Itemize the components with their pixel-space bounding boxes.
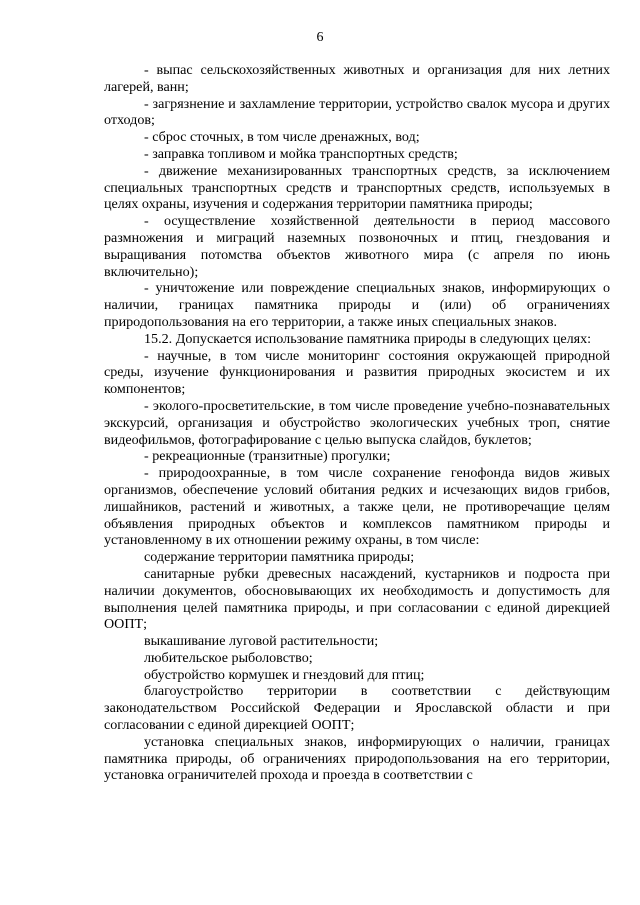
document-body (104, 62, 610, 784)
paragraph: - осуществление хозяйственной деятельности в период массового размножения и миграций наземных позвоночных и птиц, гнездования и выращивания потомства объектов животного мира (с апреля по июнь включительно); (104, 213, 610, 280)
paragraph: - загрязнение и захламление территории, устройство свалок мусора и других отходов; (104, 95, 610, 129)
paragraph: установка специальных знаков, информирующих о наличии, границах памятника природы, об ограничениях природопользования на его территории, установка ограничителей прохода и проезда в соответствии с (104, 733, 610, 784)
paragraph: - выпас сельскохозяйственных животных и организация для них летних лагерей, ванн; (104, 62, 610, 95)
paragraph: - движение механизированных транспортных средств, за исключением специальных транспортных средств и транспортных средств, используемых в целях охраны, изучения и содержания территории памятника природы; (104, 162, 610, 213)
paragraph: - рекреационные (транзитные) прогулки; (144, 448, 391, 465)
paragraph: - заправка топливом и мойка транспортных средств; (144, 145, 458, 162)
paragraph: - природоохранные, в том числе сохранение генофонда видов живых организмов, обеспечение условий обитания редких и исчезающих видов грибов, лишайников, растений и животных, а также цели, не противоречащие целям объявления природных объектов и комплексов памятником природы и установленному в их отношении режиму охраны, в том числе: (104, 465, 610, 549)
paragraph: содержание территории памятника природы; (144, 549, 415, 566)
paragraph: санитарные рубки древесных насаждений, кустарников и подроста при наличии документов, обосновывающих их необходимость и допустимость для выполнения целей памятника природы, и при согласовании с единой дирекцией ООПТ; (104, 565, 610, 633)
paragraph: - эколого-просветительские, в том числе проведение учебно-познавательных экскурсий, организация и обустройство экологических учебных троп, снятие видеофильмов, фотографирование с целью выпуска слайдов, буклетов; (104, 397, 610, 448)
paragraph: - научные, в том числе мониторинг состояния окружающей природной среды, изучение функционирования и развития природных экосистем и их компонентов; (104, 347, 610, 398)
paragraph: выкашивание луговой растительности; (144, 633, 379, 650)
paragraph: любительское рыболовство; (144, 649, 313, 666)
paragraph: обустройство кормушек и гнездовий для птиц; (144, 666, 425, 683)
page-number: 6 (316, 30, 324, 45)
paragraph: - сброс сточных, в том числе дренажных, вод; (144, 129, 420, 146)
paragraph: - уничтожение или повреждение специальных знаков, информирующих о наличии, границах памятника природы и (или) об ограничениях природопользования на его территории, а также иных специальных знаков. (104, 280, 610, 330)
paragraph: благоустройство территории в соответствии с действующим законодательством Российской Федерации и Ярославской области и при согласовании с единой дирекцией ООПТ; (104, 683, 610, 734)
paragraph: 15.2. Допускается использование памятника природы в следующих целях: (144, 330, 592, 347)
